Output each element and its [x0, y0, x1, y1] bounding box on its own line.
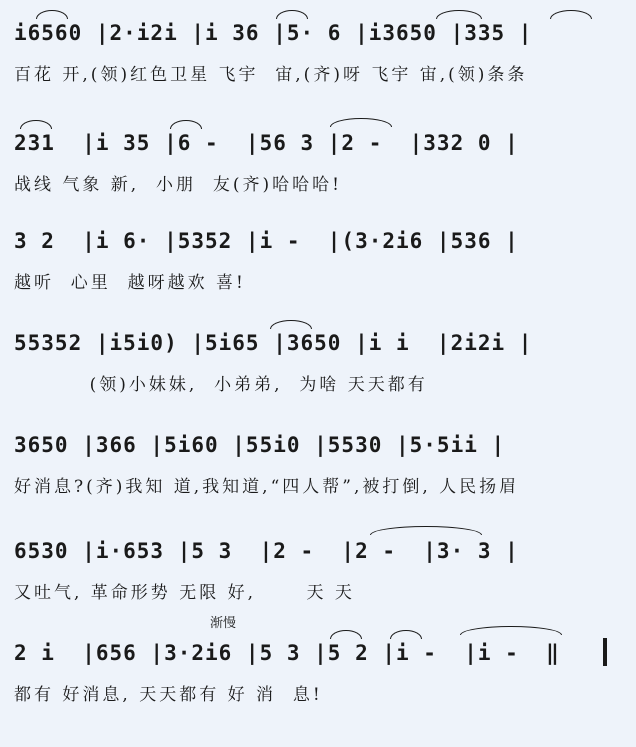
- notation-line: 6530 |i·653 |5 3 |2 - |2 - |3· 3 |: [14, 539, 519, 563]
- notation-line: i6560 |2·i2i |i 36 |5· 6 |i3650 |335 |: [14, 21, 533, 45]
- slur-mark: [276, 10, 308, 19]
- slur-mark: [460, 626, 562, 635]
- notation-line: 2 i |656 |3·2i6 |5 3 |5 2 |i - |i - ‖: [14, 641, 560, 665]
- slur-mark: [270, 320, 312, 329]
- notation-line: 3 2 |i 6· |5352 |i - |(3·2i6 |536 |: [14, 229, 519, 253]
- slur-mark: [36, 10, 68, 19]
- slur-mark: [550, 10, 592, 19]
- slur-mark: [390, 630, 422, 639]
- slur-mark: [20, 120, 52, 129]
- lyrics-line: 又吐气, 革命形势 无限 好, 天 天: [14, 583, 355, 603]
- lyrics-line: 战线 气象 新, 小朋 友(齐)哈哈哈!: [14, 175, 342, 195]
- slur-mark: [330, 630, 362, 639]
- notation-line: 3650 |366 |5i60 |55i0 |5530 |5·5ii |: [14, 433, 506, 457]
- slur-mark: [370, 526, 482, 535]
- final-barline: [603, 638, 607, 666]
- notation-line: 55352 |i5i0) |5i65 |3650 |i i |2i2i |: [14, 331, 533, 355]
- lyrics-line: (领)小妹妹, 小弟弟, 为啥 天天都有: [14, 375, 428, 395]
- slur-mark: [330, 118, 392, 127]
- lyrics-line: 百花 开,(领)红色卫星 飞宇 宙,(齐)呀 飞宇 宙,(领)条条: [14, 65, 528, 85]
- slur-mark: [436, 10, 482, 19]
- lyrics-line: 越听 心里 越呀越欢 喜!: [14, 273, 246, 293]
- lyrics-line: 好消息?(齐)我知 道,我知道,“四人帮”,被打倒, 人民扬眉: [14, 477, 520, 497]
- lyrics-line: 都有 好消息, 天天都有 好 消 息!: [14, 685, 323, 705]
- slur-mark: [170, 120, 202, 129]
- tempo-marking: 渐慢: [210, 616, 237, 631]
- notation-line: 231 |i 35 |6 - |56 3 |2 - |332 0 |: [14, 131, 519, 155]
